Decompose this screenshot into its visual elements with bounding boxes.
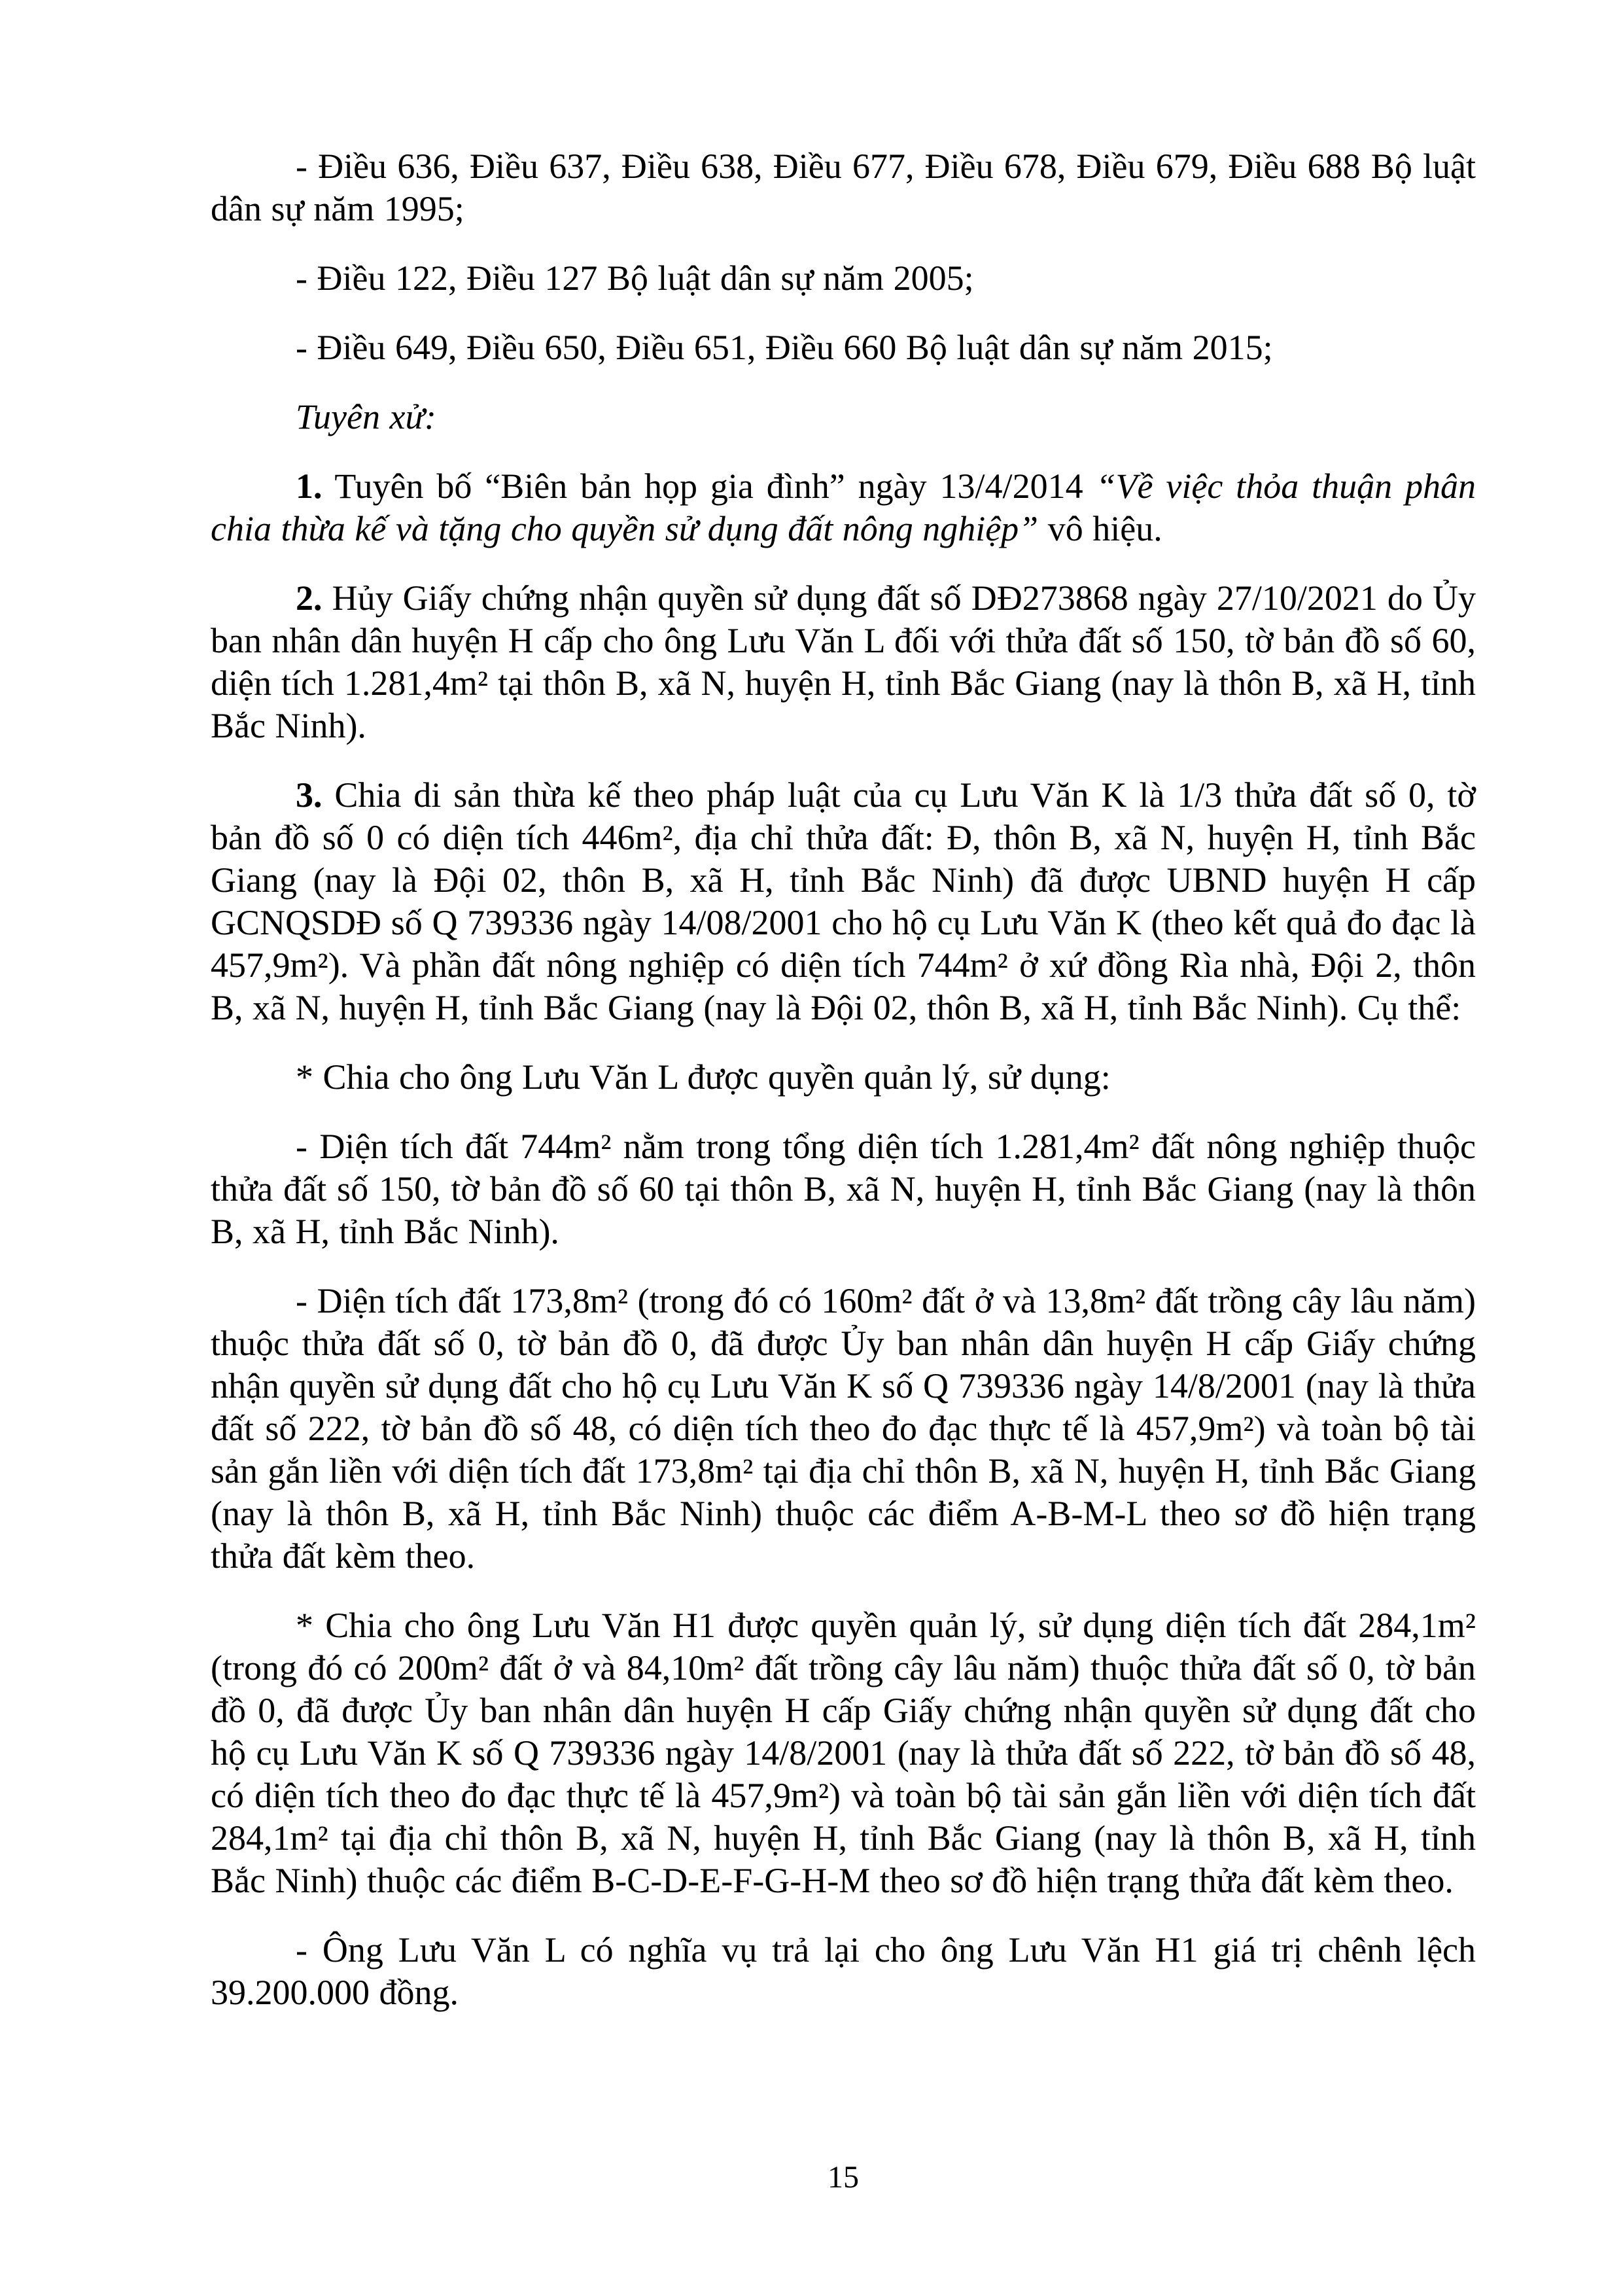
text-run: 2. [296,578,323,618]
document-body [211,145,1476,2041]
text-run: * Chia cho ông Lưu Văn H1 được quyền quản lý, sử dụng diện tích đất 284,1m² (trong đó có 200m² đất ở và 84,10m² đất trồng cây lâu năm) thuộc thửa đất số 0, tờ bản đồ 0, đã được Ủy ban nhân dân huyện H cấp Giấy chứng nhận quyền sử dụng đất cho hộ cụ Lưu Văn K số Q 739336 ngày 14/8/2001 (nay là thửa đất số 222, tờ bản đồ số 48, có diện tích theo đo đạc thực tế là 457,9m²) và toàn bộ tài sản gắn liền với diện tích đất 284,1m² tại địa chỉ thôn B, xã N, huyện H, tỉnh Bắc Giang (nay là thôn B, xã H, tỉnh Bắc Ninh) thuộc các điểm B-C-D-E-F-G-H-M theo sơ đồ hiện trạng thửa đất kèm theo. [211,1606,1476,1900]
text-run: Chia di sản thừa kế theo pháp luật của cụ Lưu Văn K là 1/3 thửa đất số 0, tờ bản đồ số 0 có diện tích 446m², địa chỉ thửa đất: Đ, thôn B, xã N, huyện H, tỉnh Bắc Giang (nay là Đội 02, thôn B, xã H, tỉnh Bắc Ninh) đã được UBND huyện H cấp GCNQSDĐ số Q 739336 ngày 14/08/2001 cho hộ cụ Lưu Văn K (theo kết quả đo đạc là 457,9m²). Và phần đất nông nghiệp có diện tích 744m² ở xứ đồng Rìa nhà, Đội 2, thôn B, xã N, huyện H, tỉnh Bắc Giang (nay là Đội 02, thôn B, xã H, tỉnh Bắc Ninh). Cụ thể: [211,775,1476,1027]
paragraph-11 [211,1604,1476,1902]
text-run: Hủy Giấy chứng nhận quyền sử dụng đất số DĐ273868 ngày 27/10/2021 do Ủy ban nhân dân huyện H cấp cho ông Lưu Văn L đối với thửa đất số 150, tờ bản đồ số 60, diện tích 1.281,4m² tại thôn B, xã N, huyện H, tỉnh Bắc Giang (nay là thôn B, xã H, tỉnh Bắc Ninh). [211,578,1476,745]
paragraph-6 [211,577,1476,747]
paragraph-3 [211,327,1476,369]
text-run: - Điều 636, Điều 637, Điều 638, Điều 677, Điều 678, Điều 679, Điều 688 Bộ luật dân sự năm 1995; [211,147,1476,228]
text-run: 1. [296,467,323,506]
page-number: 15 [828,2160,859,2195]
text-run: * Chia cho ông Lưu Văn L được quyền quản lý, sử dụng: [296,1057,1111,1097]
paragraph-7 [211,774,1476,1029]
text-run: Tuyên xử: [296,397,436,436]
paragraph-4 [211,396,1476,438]
text-run: “Về việc thỏa thuận phân chia thừa kế và tặng cho quyền sử dụng đất nông nghiệp” [211,467,1476,548]
text-run: 3. [296,775,323,815]
text-run: Tuyên bố “Biên bản họp gia đình” ngày 13/4/2014 [322,467,1096,506]
paragraph-9 [211,1125,1476,1253]
paragraph-5 [211,465,1476,550]
text-run: - Diện tích đất 173,8m² (trong đó có 160m² đất ở và 13,8m² đất trồng cây lâu năm) thuộc thửa đất số 0, tờ bản đồ 0, đã được Ủy ban nhân dân huyện H cấp Giấy chứng nhận quyền sử dụng đất cho hộ cụ Lưu Văn K số Q 739336 ngày 14/8/2001 (nay là thửa đất số 222, tờ bản đồ số 48, có diện tích theo đo đạc thực tế là 457,9m²) và toàn bộ tài sản gắn liền với diện tích đất 173,8m² tại địa chỉ thôn B, xã N, huyện H, tỉnh Bắc Giang (nay là thôn B, xã H, tỉnh Bắc Ninh) thuộc các điểm A-B-M-L theo sơ đồ hiện trạng thửa đất kèm theo. [211,1281,1476,1576]
paragraph-1 [211,145,1476,230]
paragraph-8 [211,1056,1476,1099]
text-run: - Điều 122, Điều 127 Bộ luật dân sự năm 2005; [296,258,974,298]
text-run: - Điều 649, Điều 650, Điều 651, Điều 660 Bộ luật dân sự năm 2015; [296,328,1273,367]
paragraph-10 [211,1280,1476,1578]
paragraph-2 [211,257,1476,300]
text-run: - Diện tích đất 744m² nằm trong tổng diện tích 1.281,4m² đất nông nghiệp thuộc thửa đất số 150, tờ bản đồ số 60 tại thôn B, xã N, huyện H, tỉnh Bắc Giang (nay là thôn B, xã H, tỉnh Bắc Ninh). [211,1127,1476,1251]
text-run: - Ông Lưu Văn L có nghĩa vụ trả lại cho ông Lưu Văn H1 giá trị chênh lệch 39.200.000 đồng. [211,1930,1476,2012]
text-run: vô hiệu. [1038,509,1162,548]
paragraph-12 [211,1929,1476,2014]
